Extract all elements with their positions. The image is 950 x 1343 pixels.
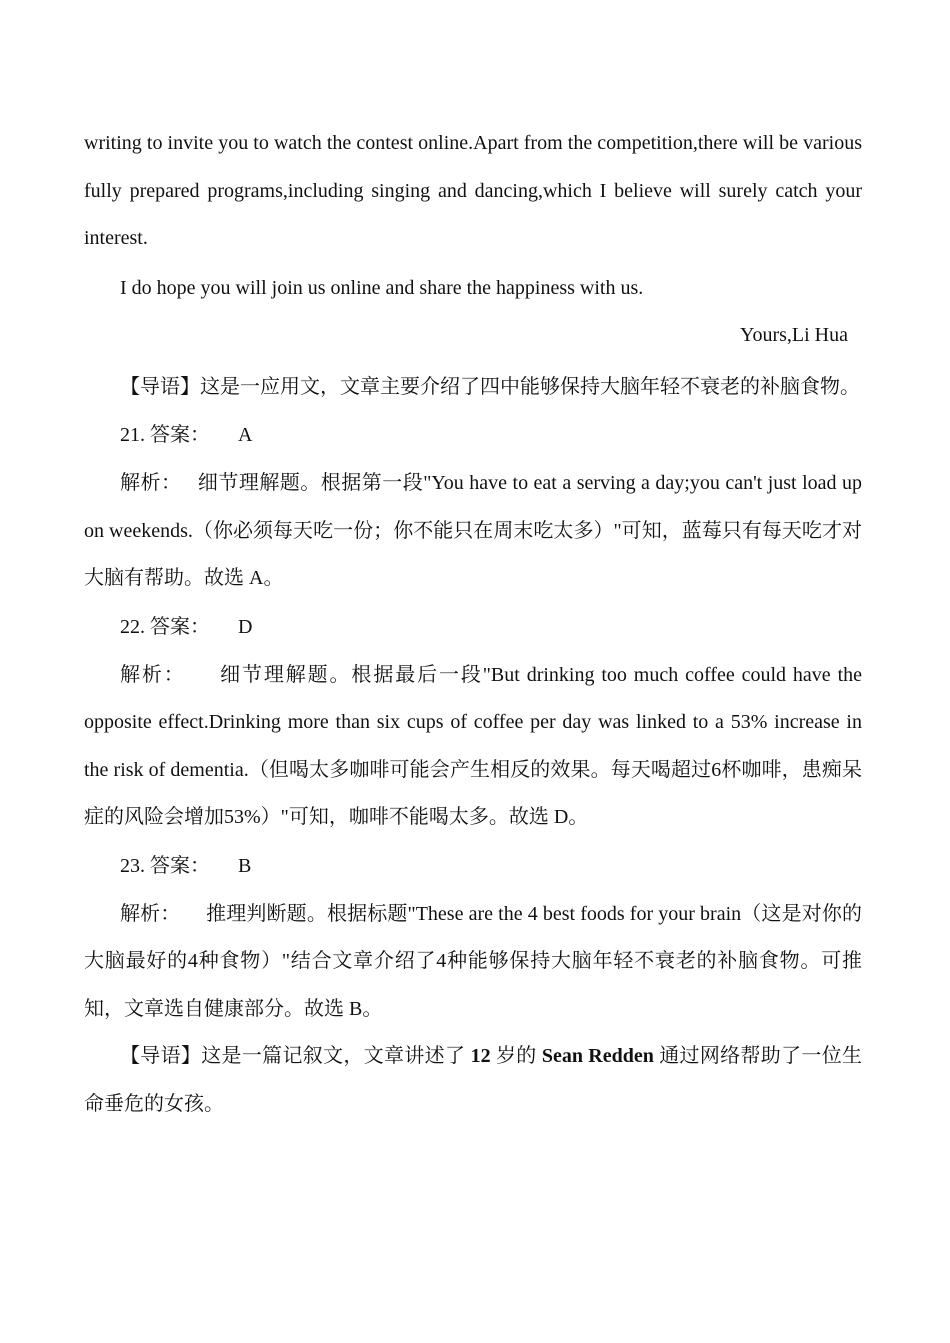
analysis-22 [84,652,862,842]
answer-value: A [238,424,253,446]
analysis-label: 解析： [120,663,186,686]
letter-paragraph-2: I do hope you will join us online and share the happiness with us. [120,276,644,299]
intro-passage-c: 【导语】这是一应用文，文章主要介绍了四中能够保持大脑年轻不衰老的补脑食物。 [120,375,860,398]
intro-age: 12 [470,1045,491,1067]
answer-label: 答案： [150,854,210,877]
question-number: 23. [120,854,145,877]
intro-name: Sean Redden [541,1045,654,1067]
answer-21 [84,411,862,460]
answer-22 [84,603,862,652]
analysis-label: 解析： [120,902,181,925]
document-page [84,120,862,1128]
analysis-text: 细节理解题。根据最后一段"But drinking too much coffee could have the opposite effect.Drinking more than six cups of coffee per day was linked to a 53% increase in the risk of dementia.（但喝太多咖啡可能会产生相反的效果。每天喝超过6杯咖啡，患痴呆症的风险会增加53%）"可知，咖啡不能喝太多。故选 D。 [84,663,863,828]
answer-label: 答案： [150,615,210,638]
analysis-23 [84,891,862,1034]
intro-mid: 岁的 [495,1045,537,1067]
analysis-text: 细节理解题。根据第一段"You have to eat a serving a day;you can't just load up on weekends.（你必须每天吃一份；你不能只在周末吃太多）"可知，蓝莓只有每天吃才对大脑有帮助。故选 A。 [84,472,863,589]
answer-label: 答案： [150,424,210,446]
question-number: 21. [120,424,145,446]
answer-value: D [238,615,253,638]
intro-prefix: 【导语】这是一篇记叙文，文章讲述了 [120,1045,466,1067]
letter-paragraph-1: writing to invite you to watch the contest online.Apart from the competition,there will be various fully prepared programs,including singing and dancing,which I believe will surely catch your interest. [84,132,862,249]
letter-signature: Yours,Li Hua [740,324,848,346]
analysis-text: 推理判断题。根据标题"These are the 4 best foods for your brain（这是对你的大脑最好的4种食物）"结合文章介绍了4种能够保持大脑年轻不衰老的补脑食物。可推知，文章选自健康部分。故选 B。 [84,902,862,1020]
intro-passage-d [84,1033,862,1128]
question-number: 22. [120,615,145,638]
analysis-label: 解析： [120,472,182,494]
answer-23 [84,842,862,891]
intro-suffix: 通过网络帮助了一位生命垂危的女孩。 [84,1045,863,1115]
analysis-21 [84,460,862,603]
answer-value: B [238,854,252,877]
